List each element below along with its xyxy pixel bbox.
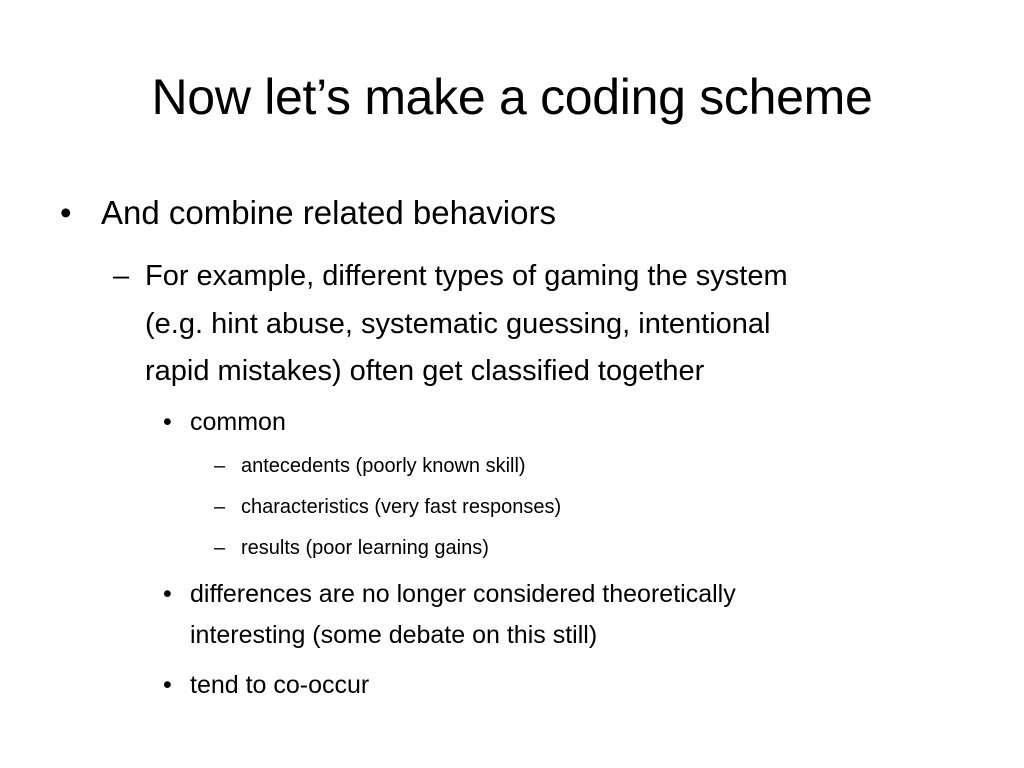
dash-marker: – bbox=[214, 537, 226, 559]
differences-line-2: interesting (some debate on this still) bbox=[190, 621, 598, 649]
dash-marker: – bbox=[113, 260, 130, 292]
differences-line-1: differences are no longer considered theoretically bbox=[190, 580, 736, 608]
bullet-marker: • bbox=[163, 408, 172, 436]
example-line-2: (e.g. hint abuse, systematic guessing, intentional bbox=[145, 308, 771, 340]
dash-marker: – bbox=[214, 496, 226, 518]
example-line-1: For example, different types of gaming the system bbox=[145, 260, 788, 292]
common-characteristics: characteristics (very fast responses) bbox=[241, 496, 562, 518]
dash-marker: – bbox=[214, 455, 226, 477]
slide-title: Now let’s make a coding scheme bbox=[151, 69, 873, 125]
bullet-tend-to-co-occur: tend to co-occur bbox=[190, 671, 370, 699]
bullet-common: common bbox=[190, 408, 286, 436]
bullet-marker: • bbox=[163, 580, 172, 608]
bullet-combine-related-behaviors: And combine related behaviors bbox=[101, 194, 556, 231]
common-results: results (poor learning gains) bbox=[241, 537, 489, 559]
bullet-marker: • bbox=[163, 671, 172, 699]
bullet-marker: • bbox=[60, 194, 72, 231]
common-antecedents: antecedents (poorly known skill) bbox=[241, 455, 526, 477]
example-line-3: rapid mistakes) often get classified together bbox=[145, 355, 705, 387]
